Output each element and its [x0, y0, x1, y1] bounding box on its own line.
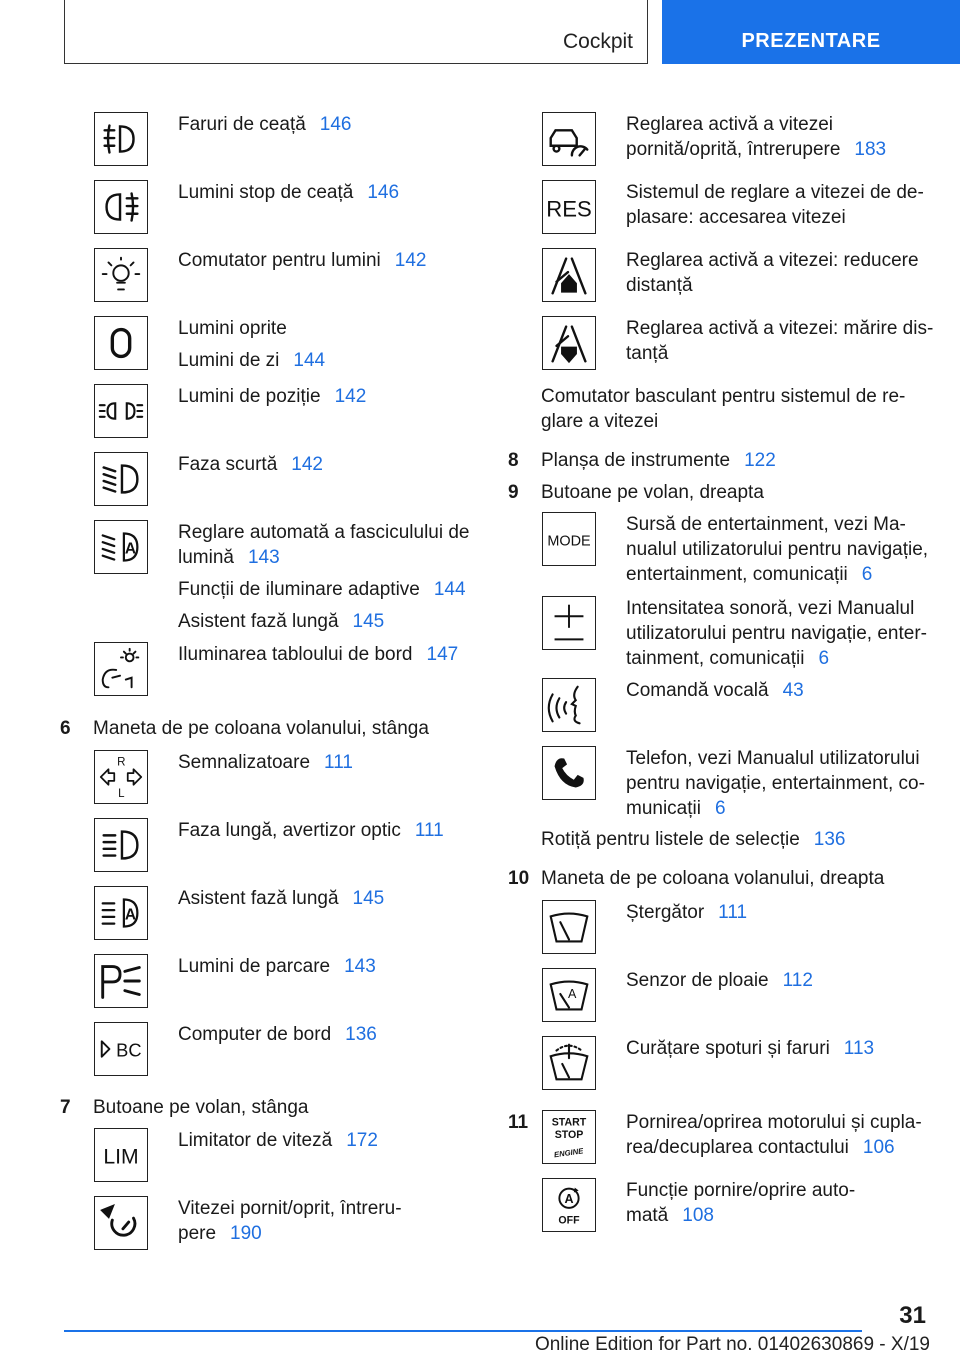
- page-link[interactable]: 113: [843, 1038, 875, 1059]
- page-link[interactable]: 111: [414, 820, 444, 841]
- high-beam-assist-icon: [94, 886, 148, 940]
- page-link[interactable]: 144: [293, 350, 326, 371]
- page-link[interactable]: 111: [718, 902, 748, 923]
- washer-icon: [542, 1036, 596, 1090]
- footer-edition: Online Edition for Part no. 01402630869 - X/19: [534, 1334, 930, 1355]
- page-link[interactable]: 122: [744, 450, 776, 471]
- svg-text:A: A: [564, 1192, 574, 1207]
- svg-text:STOP: STOP: [554, 1128, 584, 1141]
- page-link[interactable]: 136: [345, 1024, 377, 1045]
- page-link[interactable]: 183: [854, 139, 887, 160]
- svg-text:A: A: [124, 906, 136, 924]
- cruise-control-icon: [94, 1196, 148, 1250]
- distance-decrease-icon: [542, 248, 596, 302]
- page-link[interactable]: 172: [346, 1130, 378, 1151]
- page-link[interactable]: 108: [682, 1205, 714, 1226]
- page-link[interactable]: 145: [352, 611, 385, 632]
- page-number: 31: [899, 1302, 926, 1329]
- voice-command-icon: [542, 678, 596, 732]
- parking-light-icon: [94, 954, 148, 1008]
- board-computer-icon: [94, 1022, 148, 1076]
- page-link[interactable]: 145: [352, 888, 385, 909]
- svg-text:RES: RES: [546, 196, 592, 222]
- svg-text:BC: BC: [116, 1039, 142, 1061]
- low-beam-icon: [94, 452, 148, 506]
- selection-wheel-note: Rotiță pentru listele de selecție 136: [541, 829, 846, 850]
- distance-increase-icon: [542, 316, 596, 370]
- rocker-switch-note: Comutator basculant pentru sistemul de re-glare a vitezei: [541, 386, 906, 432]
- page-link[interactable]: 6: [714, 798, 726, 819]
- page-link[interactable]: 43: [782, 680, 804, 701]
- page-link[interactable]: 143: [344, 956, 376, 977]
- svg-text:L: L: [118, 788, 125, 801]
- rear-fog-light-icon: [94, 180, 148, 234]
- page-link[interactable]: 136: [813, 829, 846, 850]
- mode-icon: [542, 512, 596, 566]
- page-link[interactable]: 143: [247, 547, 280, 568]
- wiper-icon: [542, 900, 596, 954]
- lights-off-icon: [94, 316, 148, 370]
- page-link[interactable]: 6: [861, 564, 873, 585]
- auto-start-stop-icon: [542, 1178, 596, 1232]
- page-link[interactable]: 147: [426, 644, 459, 665]
- svg-text:OFF: OFF: [558, 1214, 580, 1227]
- speed-limiter-icon: [94, 1128, 148, 1182]
- page-link[interactable]: 106: [862, 1137, 895, 1158]
- svg-text:START: START: [551, 1116, 587, 1129]
- page-link[interactable]: 142: [291, 454, 323, 475]
- footer-rule: [64, 1330, 862, 1332]
- auto-headlight-icon: [94, 520, 148, 574]
- active-cruise-icon: [542, 112, 596, 166]
- phone-icon: [542, 746, 596, 800]
- turn-signal-icon: [94, 750, 148, 804]
- page-link[interactable]: 144: [433, 579, 466, 600]
- chapter-title: PREZENTARE: [741, 30, 881, 52]
- svg-text:ENGINE: ENGINE: [553, 1146, 584, 1160]
- svg-text:A: A: [124, 540, 136, 558]
- svg-text:R: R: [117, 756, 126, 769]
- volume-icon: [542, 596, 596, 650]
- svg-text:MODE: MODE: [547, 533, 591, 550]
- section-tab: [64, 0, 648, 64]
- page-link[interactable]: 6: [818, 648, 830, 669]
- page-link[interactable]: 142: [334, 386, 367, 407]
- fog-light-icon: [94, 112, 148, 166]
- svg-text:A: A: [568, 986, 577, 1001]
- start-stop-engine-icon: [542, 1110, 596, 1164]
- page-link[interactable]: 112: [782, 970, 813, 991]
- section-title: Cockpit: [562, 30, 633, 53]
- page-link[interactable]: 142: [394, 250, 427, 271]
- page-link[interactable]: 190: [230, 1223, 262, 1244]
- instrument-lighting-icon: [94, 642, 148, 696]
- chapter-tab: [662, 0, 960, 64]
- resume-icon: [542, 180, 596, 234]
- high-beam-icon: [94, 818, 148, 872]
- parking-lights-icon: [94, 384, 148, 438]
- page-link[interactable]: 111: [324, 752, 353, 773]
- rain-sensor-icon: [542, 968, 596, 1022]
- svg-text:LIM: LIM: [103, 1145, 139, 1169]
- page-link[interactable]: 146: [319, 114, 352, 135]
- light-switch-icon: [94, 248, 148, 302]
- page-link[interactable]: 146: [367, 182, 400, 203]
